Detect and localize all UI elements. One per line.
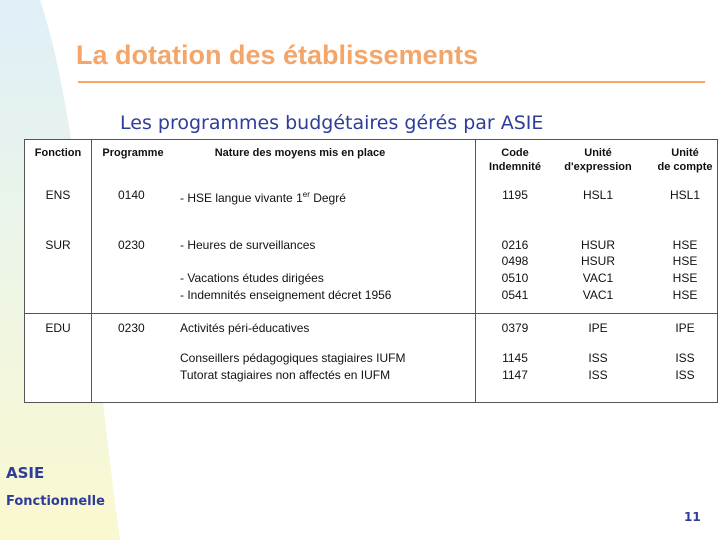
ens-nature-suffix: Degré [309,191,346,205]
brand-name: ASIE [6,464,45,482]
edu-fonction: EDU [45,321,71,335]
sur-programme: 0230 [118,238,145,252]
ens-unite-compte: HSL1 [669,188,701,202]
edu-code: 1147 [502,368,528,382]
row-divider [25,313,717,314]
edu-unite-expression: IPE [588,321,608,335]
sur-fonction: SUR [45,238,71,252]
page-number: 11 [684,510,701,524]
edu-unite-compte: IPE [675,321,695,335]
header-code-line1: Code [501,147,529,159]
ens-nature-text: - HSE langue vivante 1 [180,191,303,205]
header-unite-compte-line1: Unité [671,147,699,159]
sur-unite-compte: HSE [672,271,698,285]
header-nature: Nature des moyens mis en place [214,147,386,159]
sur-unite-expression: HSUR [580,238,615,252]
edu-code: 1145 [502,351,528,365]
ens-programme: 0140 [118,188,145,202]
sur-code: 0541 [501,288,529,302]
sur-unite-compte: HSE [672,254,698,268]
header-code-line2: Indemnité [489,161,541,173]
sur-code: 0216 [501,238,529,252]
edu-unite-expression: ISS [588,351,608,365]
header-unite-compte-line2: de compte [657,161,713,173]
edu-nature-2: Conseillers pédagogiques stagiaires IUFM [180,351,406,365]
sur-unite-compte: HSE [672,288,698,302]
sur-code: 0498 [501,254,529,268]
sur-nature-2: - Vacations études dirigées [180,271,324,285]
ens-unite-expression: HSL1 [582,188,614,202]
edu-unite-compte: ISS [675,368,695,382]
column-divider [475,140,476,402]
edu-unite-compte: ISS [675,351,695,365]
sur-code: 0510 [501,271,529,285]
sur-unite-expression: VAC1 [582,288,614,302]
header-programme: Programme [102,147,164,159]
sur-unite-expression: VAC1 [582,271,614,285]
edu-code: 0379 [501,321,529,335]
header-unite-expression-line1: Unité [584,147,612,159]
ens-nature-superscript: er [302,190,310,199]
edu-nature-1: Activités péri-éducatives [180,321,310,335]
header-unite-expression-line2: d'expression [564,161,632,173]
header-fonction: Fonction [34,147,82,159]
title-divider [78,81,705,83]
ens-fonction: ENS [45,188,71,202]
slide-subtitle: Les programmes budgétaires gérés par ASIE [120,112,544,134]
sur-unite-expression: HSUR [580,254,615,268]
sur-nature-3: - Indemnités enseignement décret 1956 [180,288,392,302]
ens-code: 1195 [502,188,528,202]
sur-unite-compte: HSE [672,238,698,252]
budget-programs-table [24,139,718,403]
edu-nature-3: Tutorat stagiaires non affectés en IUFM [180,368,391,382]
sur-nature-1: - Heures de surveillances [180,238,316,252]
brand-subtitle: Fonctionnelle [6,494,105,509]
edu-programme: 0230 [118,321,145,335]
column-divider [91,140,92,402]
ens-nature [180,187,346,206]
edu-unite-expression: ISS [588,368,608,382]
slide-title: La dotation des établissements [76,40,479,70]
